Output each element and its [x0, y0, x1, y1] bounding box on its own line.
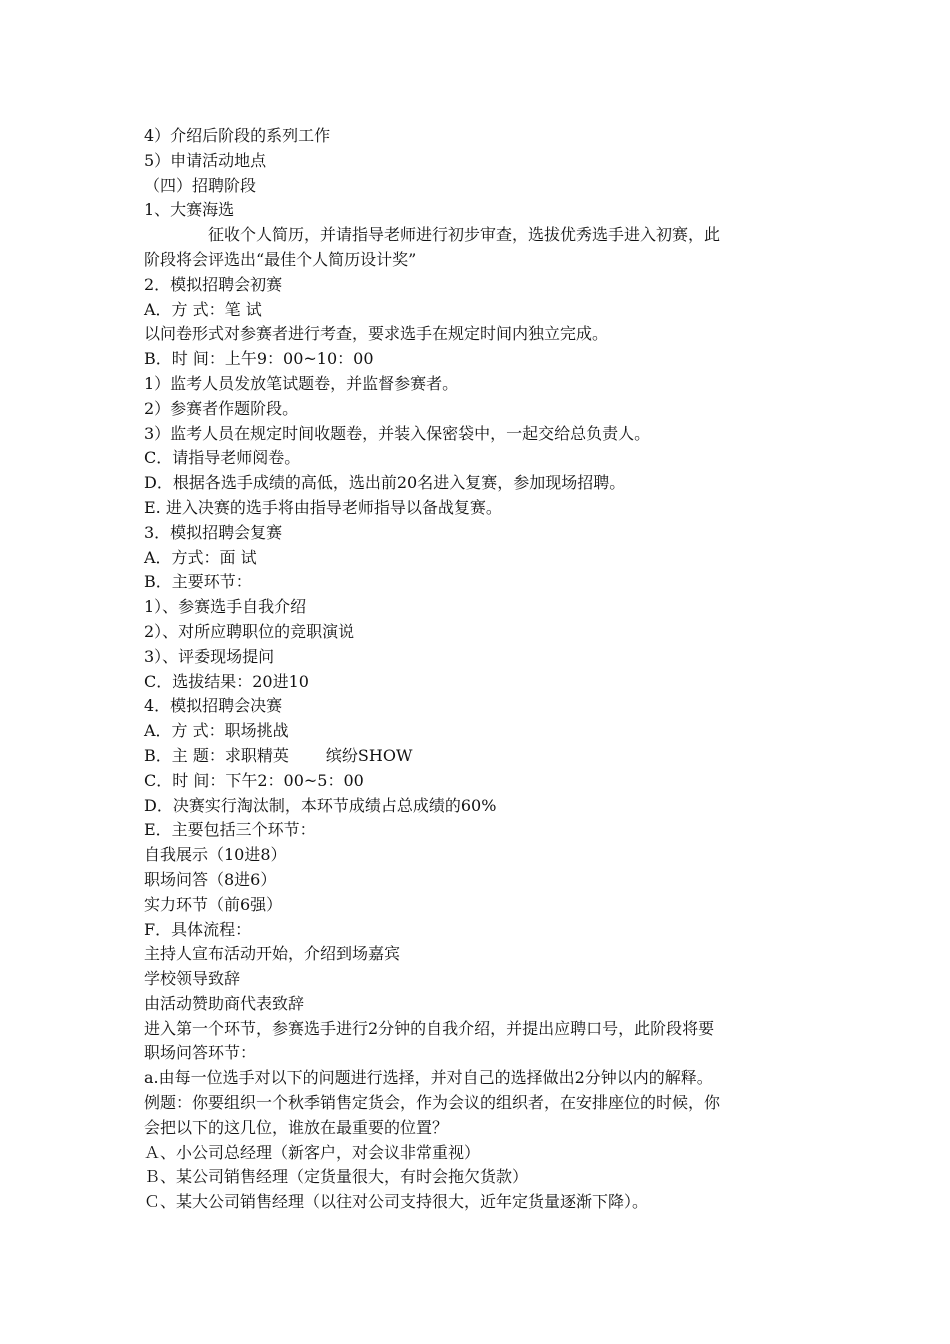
text-line: F．具体流程： — [144, 919, 252, 939]
text-line: 1、大赛海选 — [144, 200, 235, 220]
text-line: Ｂ、某公司销售经理（定货量很大，有时会拖欠货款） — [144, 1167, 529, 1187]
paragraph-first-line: 征收个人简历，并请指导老师进行初步审查，选拔优秀选手进入初赛，此 — [208, 225, 721, 245]
text-line: B．主要环节： — [144, 572, 252, 592]
text-line: Ａ、小公司总经理（新客户，对会议非常重视） — [144, 1142, 481, 1162]
text-line: 实力环节（前6强） — [144, 894, 283, 914]
text-line: E. 进入决赛的选手将由指导老师指导以备战复赛。 — [144, 497, 502, 517]
text-line: 3）监考人员在规定时间收题卷，并装入保密袋中，一起交给总负责人。 — [144, 423, 651, 443]
text-line: 1）监考人员发放笔试题卷，并监督参赛者。 — [144, 373, 459, 393]
text-line: 阶段将会评选出“最佳个人简历设计奖” — [144, 249, 417, 269]
text-line: 自我展示（10进8） — [144, 845, 287, 865]
text-line: A．方 式：职场挑战 — [144, 721, 289, 741]
text-line: 会把以下的这几位，谁放在最重要的位置？ — [144, 1117, 449, 1137]
text-line: 进入第一个环节，参赛选手进行2分钟的自我介绍，并提出应聘口号，此阶段将要 — [144, 1018, 715, 1038]
text-line: 例题：你要组织一个秋季销售定货会，作为会议的组织者，在安排座位的时候，你 — [144, 1093, 721, 1113]
text-line: E．主要包括三个环节： — [144, 820, 316, 840]
text-line: C．时 间：下午2：00~5：00 — [144, 770, 364, 790]
text-line: 3）、评委现场提问 — [144, 646, 275, 666]
document-body — [144, 124, 814, 1215]
text-line: 3．模拟招聘会复赛 — [144, 522, 283, 542]
text-line: 职场问答（8进6） — [144, 869, 277, 889]
text-line: B．时 间：上午9：00~10：00 — [144, 349, 374, 369]
text-line: a.由每一位选手对以下的问题进行选择，并对自己的选择做出2分钟以内的解释。 — [144, 1068, 713, 1088]
text-line: D．决赛实行淘汰制，本环节成绩占总成绩的60% — [144, 795, 497, 815]
text-line: 2）、对所应聘职位的竞职演说 — [144, 621, 355, 641]
text-line: 2．模拟招聘会初赛 — [144, 274, 283, 294]
text-line: 主持人宣布活动开始，介绍到场嘉宾 — [144, 944, 401, 964]
text-line: 以问卷形式对参赛者进行考查，要求选手在规定时间内独立完成。 — [144, 324, 609, 344]
section-heading: （四）招聘阶段 — [144, 175, 257, 195]
text-line: 学校领导致辞 — [144, 969, 241, 989]
text-line: Ｃ、某大公司销售经理（以往对公司支持很大，近年定货量逐渐下降）。 — [144, 1192, 649, 1212]
text-line: D．根据各选手成绩的高低，选出前20名进入复赛，参加现场招聘。 — [144, 473, 626, 493]
text-line: A．方 式：笔 试 — [144, 299, 262, 319]
text-line: B．主 题：求职精英 缤纷SHOW — [144, 745, 413, 765]
text-line: 2）参赛者作题阶段。 — [144, 398, 299, 418]
text-line: A．方式：面 试 — [144, 547, 257, 567]
text-line: 4）介绍后阶段的系列工作 — [144, 126, 331, 145]
text-line: 5）申请活动地点 — [144, 150, 267, 170]
text-line: 4．模拟招聘会决赛 — [144, 696, 283, 716]
text-line: 职场问答环节： — [144, 1043, 257, 1063]
text-line: C．请指导老师阅卷。 — [144, 448, 301, 468]
text-line: C．选拔结果：20进10 — [144, 671, 309, 691]
text-line: 由活动赞助商代表致辞 — [144, 993, 305, 1013]
text-line: 1）、参赛选手自我介绍 — [144, 597, 307, 617]
